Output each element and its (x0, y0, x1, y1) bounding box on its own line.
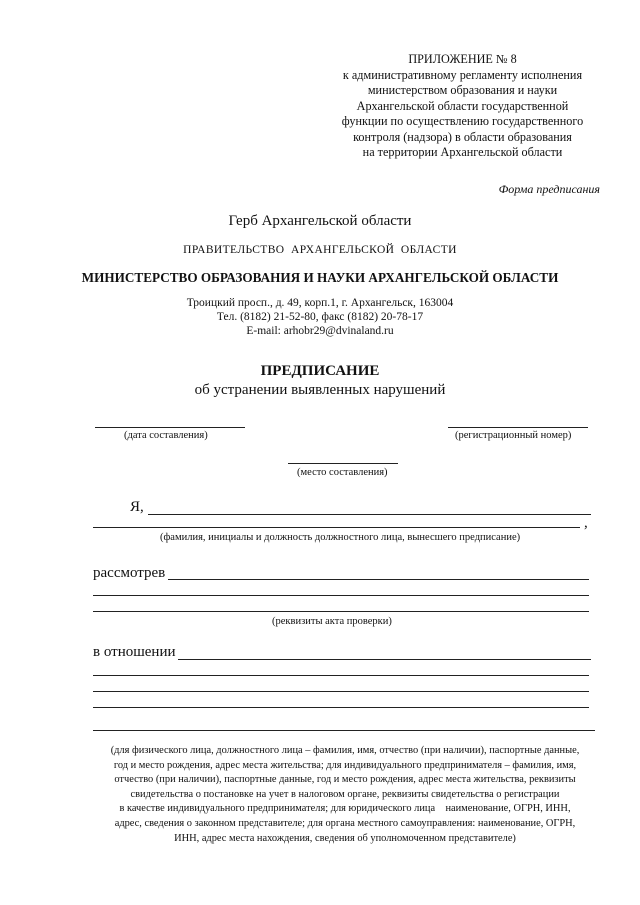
issuer-field-line[interactable] (148, 514, 591, 515)
footnote-line: (для физического лица, должностного лица – фамилия, имя, отчество (при наличии), паспортные данные, (110, 745, 580, 756)
date-field-line[interactable] (95, 427, 245, 428)
issuer-field-line-2[interactable] (93, 527, 580, 528)
act-field-line-3[interactable] (93, 611, 589, 612)
appendix-line: на территории Архангельской области (362, 145, 563, 159)
footnote-line: в качестве индивидуального предпринимателя; для юридического лица наименование, ОГРН, ИНН, (119, 803, 571, 815)
government-name: ПРАВИТЕЛЬСТВО АРХАНГЕЛЬСКОЙ ОБЛАСТИ (183, 244, 457, 256)
regarding-caption (95, 744, 595, 846)
document-subtitle: об устранении выявленных нарушений (194, 382, 446, 398)
comma: , (584, 515, 588, 531)
appendix-line: контроля (надзора) в области образования (353, 129, 572, 144)
coat-of-arms-caption: Герб Архангельской области (228, 213, 412, 229)
regarding-field-line-5[interactable] (93, 730, 595, 731)
document-title: ПРЕДПИСАНИЕ (260, 363, 380, 379)
appendix-line: функции по осуществлению государственного (341, 114, 584, 128)
reg-number-field-line[interactable] (448, 427, 588, 428)
appendix-block (300, 52, 625, 161)
appendix-line: к административному регламенту исполнения (342, 67, 583, 82)
act-field-line-1[interactable] (168, 579, 589, 580)
issuer-caption: (фамилия, инициалы и должность должностного лица, вынесшего предписание) (160, 532, 521, 543)
issuer-label: Я, (130, 499, 144, 515)
footnote-line: ИНН, адрес места нахождения, сведения об уполномоченном представителе) (174, 832, 516, 844)
footnote-line: свидетельства о постановке на учет в налоговом органе, реквизиты свидетельства о регистрации (130, 788, 560, 800)
regarding-field-line-2[interactable] (93, 675, 589, 676)
appendix-line: министерством образования и науки (367, 83, 558, 97)
phone-line: Тел. (8182) 21-52-80, факс (8182) 20-78-17 (216, 311, 424, 323)
appendix-line: ПРИЛОЖЕНИЕ № 8 (408, 52, 517, 66)
regarding-field-line-3[interactable] (93, 691, 589, 692)
reg-number-caption: (регистрационный номер) (455, 430, 572, 441)
reviewed-label: рассмотрев (93, 565, 166, 581)
place-field-line[interactable] (288, 463, 398, 464)
act-field-line-2[interactable] (93, 595, 589, 596)
footnote-line: отчество (при наличии), паспортные данные, год и место рождения, адрес места жительства, реквизиты (114, 774, 576, 786)
appendix-line: Архангельской области государственной (356, 98, 569, 113)
contact-block (0, 296, 640, 338)
regarding-field-line-4[interactable] (93, 707, 589, 708)
regarding-label: в отношении (93, 644, 176, 660)
footnote-line: адрес, сведения о законном представителе; для органа местного самоуправления: наименование, ОГРН, (114, 817, 576, 829)
act-caption: (реквизиты акта проверки) (272, 616, 392, 627)
footnote-line: год и место рождения, адрес места жительства; для индивидуального предпринимателя – фамилия, имя, (113, 759, 577, 771)
ministry-name: МИНИСТЕРСТВО ОБРАЗОВАНИЯ И НАУКИ АРХАНГЕЛЬСКОЙ ОБЛАСТИ (81, 270, 559, 285)
date-caption: (дата составления) (124, 430, 208, 441)
address-line: Троицкий просп., д. 49, корп.1, г. Архангельск, 163004 (186, 297, 454, 309)
form-label: Форма предписания (498, 182, 600, 196)
place-caption: (место составления) (297, 467, 388, 478)
email-line: E-mail: arhobr29@dvinaland.ru (246, 325, 394, 337)
regarding-field-line-1[interactable] (178, 659, 591, 660)
